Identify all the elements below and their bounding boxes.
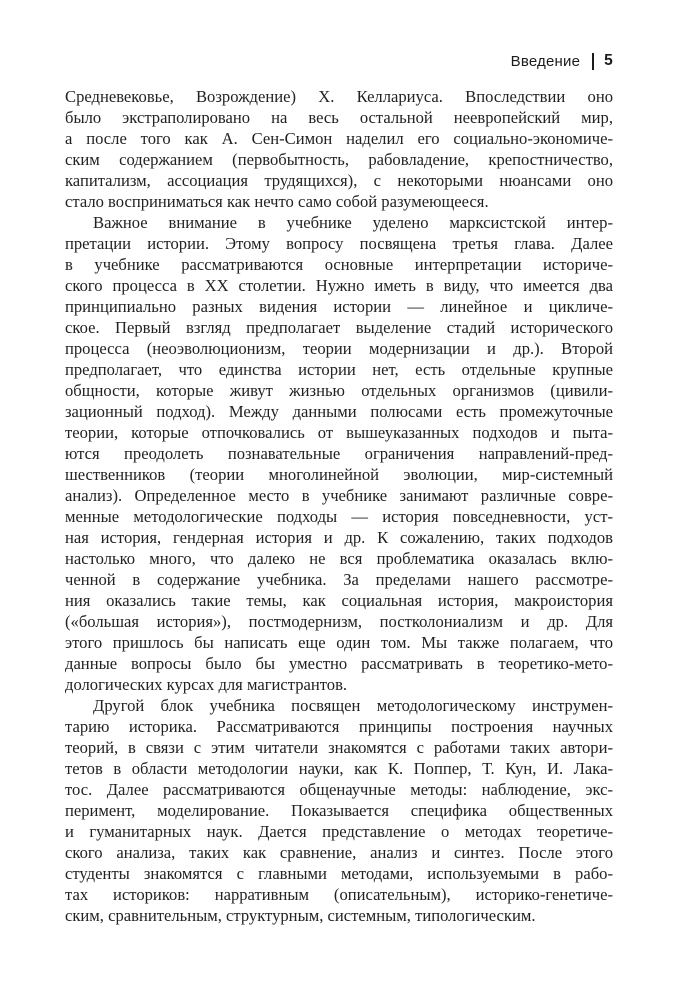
text-line: ченной в содержание учебника. За пределами нашего рассмотре- (65, 570, 613, 589)
text-line: тетов в области методологии науки, как К. Поппер, Т. Кун, И. Лака- (65, 759, 613, 778)
text-line: и гуманитарных наук. Дается представление о методах теоретиче- (65, 822, 613, 841)
text-line: Другой блок учебника посвящен методологическому инструмен- (93, 696, 613, 715)
text-line: перимент, моделирование. Показывается специфика общественных (65, 801, 613, 820)
text-line: данные вопросы было бы уместно рассматривать в теоретико-мето- (65, 654, 613, 673)
running-header (511, 52, 613, 70)
text-line: тах историков: нарративным (описательным), историко-генетиче- (65, 885, 613, 904)
text-line: претации истории. Этому вопросу посвящена третья глава. Далее (65, 234, 613, 253)
text-line: было экстраполировано на весь остальной неевропейский мир, (65, 108, 613, 127)
text-line: общности, которые живут жизнью отдельных организмов (цивили- (65, 381, 613, 400)
header-page-number: 5 (604, 52, 613, 69)
text-line: шественников (теории многолинейной эволюции, мир-системный (65, 465, 613, 484)
text-line: ются преодолеть познавательные ограничения направлений-пред- (65, 444, 613, 463)
text-line: настолько много, что далеко не вся проблематика оказалась вклю- (65, 549, 613, 568)
text-line: («большая история»), постмодернизм, постколониализм и др. Для (65, 612, 613, 631)
text-line: принципиально разных видения истории — линейное и цикличе- (65, 297, 613, 316)
text-line: предполагает, что единства истории нет, есть отдельные крупные (65, 360, 613, 379)
text-line: стало восприниматься как нечто само собой разумеющееся. (65, 192, 489, 211)
text-line: дологических курсах для магистрантов. (65, 675, 348, 694)
header-separator-rule (592, 53, 594, 70)
body-text (65, 86, 613, 926)
text-line: студенты знакомятся с главными методами, используемыми в рабо- (65, 864, 613, 883)
header-section-title: Введение (510, 52, 581, 70)
text-line: тос. Далее рассматриваются общенаучные методы: наблюдение, экс- (65, 780, 613, 799)
text-line: ское. Первый взгляд предполагает выделение стадий исторического (65, 318, 613, 337)
text-line: процесса (неоэволюционизм, теории модернизации и др.). Второй (65, 339, 613, 358)
text-line: теории, которые отпочковались от вышеуказанных подходов и пыта- (65, 423, 613, 442)
text-line: зационный подход). Между данными полюсами есть промежуточные (65, 402, 613, 421)
text-line: Важное внимание в учебнике уделено марксистской интер- (93, 213, 613, 232)
text-line: ная история, гендерная история и др. К сожалению, таких подходов (65, 528, 613, 547)
text-line: тарию историка. Рассматриваются принципы построения научных (65, 717, 613, 736)
text-line: а после того как А. Сен-Симон наделил его социально-экономиче- (65, 129, 613, 148)
text-line: менные методологические подходы — история повседневности, уст- (65, 507, 613, 526)
text-line: в учебнике рассматриваются основные интерпретации историче- (65, 255, 613, 274)
text-line: ским содержанием (первобытность, рабовладение, крепостничество, (65, 150, 613, 169)
text-line: Средневековье, Возрождение) Х. Келлариуса. Впоследствии оно (65, 87, 613, 106)
text-line: ского процесса в XX столетии. Нужно иметь в виду, что имеется два (65, 276, 613, 295)
text-line: анализ). Определенное место в учебнике занимают различные совре- (65, 486, 613, 505)
text-line: ским, сравнительным, структурным, системным, типологическим. (65, 906, 536, 925)
text-line: этого пришлось бы написать еще один том. Мы также полагаем, что (65, 633, 613, 652)
text-line: ского анализа, таких как сравнение, анализ и синтез. После этого (65, 843, 613, 862)
text-line: теорий, в связи с этим читатели знакомятся с работами таких автори- (65, 738, 613, 757)
text-line: ния оказались такие темы, как социальная история, макроистория (65, 591, 613, 610)
text-line: капитализм, ассоциация трудящихся), с некоторыми нюансами оно (65, 171, 613, 190)
